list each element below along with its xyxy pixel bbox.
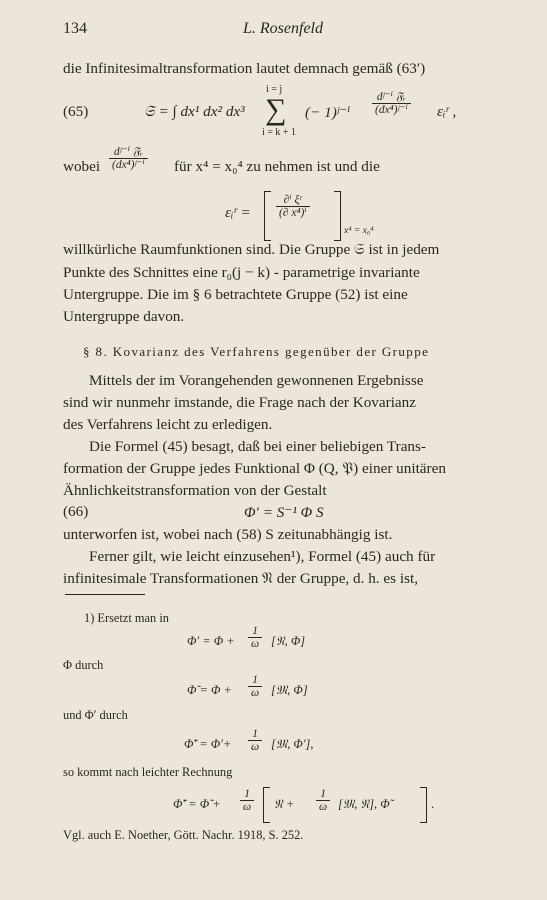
text-line: die Infinitesimaltransformation lautet demnach gemäß (63′) xyxy=(63,60,426,77)
fraction-denominator: ω xyxy=(251,638,260,651)
epsilon-lhs: εᵢʳ = xyxy=(225,204,251,221)
fraction-numerator: 1 xyxy=(316,788,330,801)
text-line: sind wir nunmehr imstande, die Frage nach der Kovarianz xyxy=(63,394,416,411)
running-head-author: L. Rosenfeld xyxy=(243,20,323,37)
footnote-equation-lhs: Φ̃′ = Φ′+ xyxy=(184,737,232,751)
equation-label: (66) xyxy=(63,503,89,520)
text-line: willkürliche Raumfunktionen sind. Die Gruppe 𝔖 ist in jedem xyxy=(63,241,440,258)
text-line: formation der Gruppe jedes Funktional Φ (Q, 𝔓) einer unitären xyxy=(63,460,446,477)
footnote-equation-lhs: Φ̃ = Φ + xyxy=(187,683,232,697)
equation-65-fraction xyxy=(372,91,411,116)
footnote-fraction xyxy=(248,674,262,699)
footnote-fraction xyxy=(316,788,330,813)
fraction-denominator: ω xyxy=(251,687,260,700)
wobei-fraction xyxy=(109,146,148,171)
sum-lower-limit: i = k + 1 xyxy=(262,127,297,138)
equation-65-lhs: 𝔖 = ∫ dx¹ dx² dx³ xyxy=(144,103,245,120)
page-number: 134 xyxy=(63,20,87,37)
text-line: für x⁴ = x₀⁴ zu nehmen ist und die xyxy=(174,158,380,175)
footnote-equation-lhs: Φ̃′ = Φ̃ + xyxy=(173,797,221,811)
footnote-equation-rhs: [𝔐, Φ] xyxy=(271,683,308,697)
fraction-numerator: ∂ⁱ ξʳ xyxy=(276,194,310,207)
fraction-numerator: 1 xyxy=(248,674,262,687)
footnote-text: 1) Ersetzt man in xyxy=(84,611,169,625)
footnote-reference: Vgl. auch E. Noether, Gött. Nachr. 1918, S. 252. xyxy=(63,828,304,842)
fraction-denominator: (∂ x⁴)ⁱ xyxy=(279,207,307,220)
text-line: Untergruppe davon. xyxy=(63,308,185,325)
left-bracket xyxy=(264,191,271,241)
sum-upper-limit: i = j xyxy=(266,84,283,95)
equation-label: (65) xyxy=(63,103,89,120)
right-bracket xyxy=(420,787,427,823)
fraction-denominator: ω xyxy=(319,801,328,814)
footnote-equation-middle: 𝔑 + xyxy=(274,797,295,811)
text-line: Untergruppe. Die im § 6 betrachtete Gruppe (52) ist eine xyxy=(63,286,408,303)
text-line: Mittels der im Vorangehenden gewonnenen Ergebnisse xyxy=(89,372,424,389)
left-bracket xyxy=(263,787,270,823)
fraction-denominator: (dx⁴)ʲ⁻ⁱ xyxy=(375,104,408,117)
fraction-numerator: dʲ⁻ⁱ 𝔉ᵣ xyxy=(372,91,411,104)
text-line: Die Formel (45) besagt, daß bei einer beliebigen Trans- xyxy=(89,438,426,455)
footnote-rule xyxy=(65,594,145,595)
footnote-text: so kommt nach leichter Rechnung xyxy=(63,765,233,779)
footnote-fraction xyxy=(240,788,254,813)
right-bracket xyxy=(334,191,341,241)
fraction-numerator: 1 xyxy=(248,728,262,741)
footnote-fraction xyxy=(248,728,262,753)
fraction-denominator: ω xyxy=(243,801,252,814)
fraction-numerator: dʲ⁻ⁱ 𝔉ᵣ xyxy=(109,146,148,159)
fraction-denominator: (dx⁴)ʲ⁻ⁱ xyxy=(112,159,145,172)
text-line: Punkte des Schnittes eine r₀(j − k) - parametrige invariante xyxy=(63,264,420,281)
fraction-denominator: ω xyxy=(251,741,260,754)
equation-65-tail: εᵢʳ , xyxy=(437,103,457,120)
fraction-numerator: 1 xyxy=(248,625,262,638)
text-line: Ferner gilt, wie leicht einzusehen¹), Formel (45) auch für xyxy=(89,548,436,565)
equation-66: Φ′ = S⁻¹ Φ S xyxy=(244,504,324,521)
footnote-fraction xyxy=(248,625,262,650)
epsilon-fraction xyxy=(276,194,310,219)
footnote-text: Φ durch xyxy=(63,658,104,672)
footnote-equation-rhs: [𝔐, 𝔑], Φ̃ xyxy=(338,797,390,811)
equation-period: . xyxy=(431,797,435,811)
text-line: Ähnlichkeitstransformation von der Gestalt xyxy=(63,482,327,499)
text-line: infinitesimale Transformationen 𝔑 der Gruppe, d. h. es ist, xyxy=(63,570,418,587)
fraction-numerator: 1 xyxy=(240,788,254,801)
footnote-text: und Φ′ durch xyxy=(63,708,128,722)
summation-sign: ∑ xyxy=(265,93,287,126)
epsilon-subscript: x⁴ = x₀⁴ xyxy=(344,226,374,236)
text-line: des Verfahrens leicht zu erledigen. xyxy=(63,416,273,433)
equation-65-sign: (− 1)ʲ⁻ⁱ xyxy=(305,104,351,121)
footnote-equation-lhs: Φ′ = Φ + xyxy=(187,634,235,648)
text-line: wobei xyxy=(63,158,101,175)
section-heading: § 8. Kovarianz des Verfahrens gegenüber der Gruppe xyxy=(83,344,430,359)
footnote-equation-rhs: [𝔐, Φ′], xyxy=(271,737,314,751)
footnote-equation-rhs: [𝔑, Φ] xyxy=(271,634,306,648)
text-line: unterworfen ist, wobei nach (58) S zeitunabhängig ist. xyxy=(63,526,393,543)
